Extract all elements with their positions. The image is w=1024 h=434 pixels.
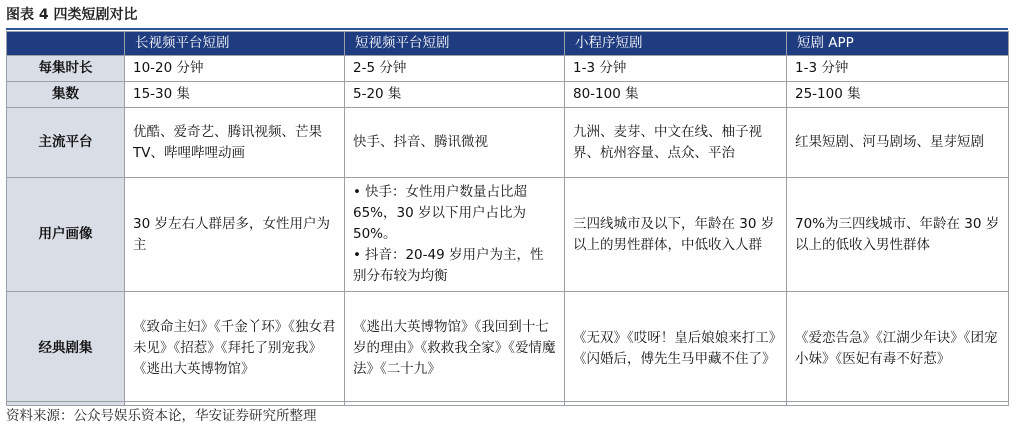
bullet-item: • 抖音：20-49 岁用户为主，性别分布较为均衡 xyxy=(353,245,556,287)
table-cell: 1-3 分钟 xyxy=(565,56,787,82)
table-cell: 10-20 分钟 xyxy=(125,56,345,82)
table-cell: 15-30 集 xyxy=(125,82,345,108)
title-rule xyxy=(6,28,1008,30)
header-corner xyxy=(7,32,125,56)
row-label: 用户画像 xyxy=(7,178,125,292)
table-cell: 5-20 集 xyxy=(345,82,565,108)
table-cell: 《爱恋告急》《江湖少年诀》《团宠小妹》《医妃有毒不好惹》 xyxy=(787,292,1009,406)
header-row xyxy=(7,32,1009,56)
bullet-item: • 快手：女性用户数量占比超 65%，30 岁以下用户占比为 50%。 xyxy=(353,182,556,245)
row-label: 主流平台 xyxy=(7,108,125,178)
table-cell: 三四线城市及以下，年龄在 30 岁以上的男性群体，中低收入人群 xyxy=(565,178,787,292)
figure-title: 图表 4 四类短剧对比 xyxy=(6,7,138,23)
table-cell: 2-5 分钟 xyxy=(345,56,565,82)
header-long-video: 长视频平台短剧 xyxy=(125,32,345,56)
table-cell: 30 岁左右人群居多，女性用户为主 xyxy=(125,178,345,292)
source-rule xyxy=(6,401,1008,402)
table-cell: 《无双》《哎呀！皇后娘娘来打工》《闪婚后，傅先生马甲藏不住了》 xyxy=(565,292,787,406)
table-cell: 优酷、爱奇艺、腾讯视频、芒果 TV、哔哩哔哩动画 xyxy=(125,108,345,178)
table-cell: 1-3 分钟 xyxy=(787,56,1009,82)
table-cell: 70%为三四线城市、年龄在 30 岁以上的低收入男性群体 xyxy=(787,178,1009,292)
table-row xyxy=(7,292,1009,406)
table-cell: 80-100 集 xyxy=(565,82,787,108)
table-row xyxy=(7,108,1009,178)
table-row xyxy=(7,178,1009,292)
header-mini-program: 小程序短剧 xyxy=(565,32,787,56)
table-cell: 《致命主妇》《千金丫环》《独女君未见》《招惹》《拜托了别宠我》《逃出大英博物馆》 xyxy=(125,292,345,406)
table-row xyxy=(7,56,1009,82)
header-app: 短剧 APP xyxy=(787,32,1009,56)
header-short-video: 短视频平台短剧 xyxy=(345,32,565,56)
row-label: 每集时长 xyxy=(7,56,125,82)
source-note: 资料来源：公众号娱乐资本论，华安证券研究所整理 xyxy=(6,408,317,424)
table-row xyxy=(7,82,1009,108)
table-cell-bullets xyxy=(345,178,565,292)
table-cell: 快手、抖音、腾讯微视 xyxy=(345,108,565,178)
table-cell: 九洲、麦芽、中文在线、柚子视界、杭州容量、点众、平治 xyxy=(565,108,787,178)
row-label: 经典剧集 xyxy=(7,292,125,406)
row-label: 集数 xyxy=(7,82,125,108)
table-cell: 25-100 集 xyxy=(787,82,1009,108)
table-cell: 红果短剧、河马剧场、星芽短剧 xyxy=(787,108,1009,178)
comparison-table xyxy=(6,31,1009,406)
table-cell: 《逃出大英博物馆》《我回到十七岁的理由》《救救我全家》《爱情魔法》《二十九》 xyxy=(345,292,565,406)
